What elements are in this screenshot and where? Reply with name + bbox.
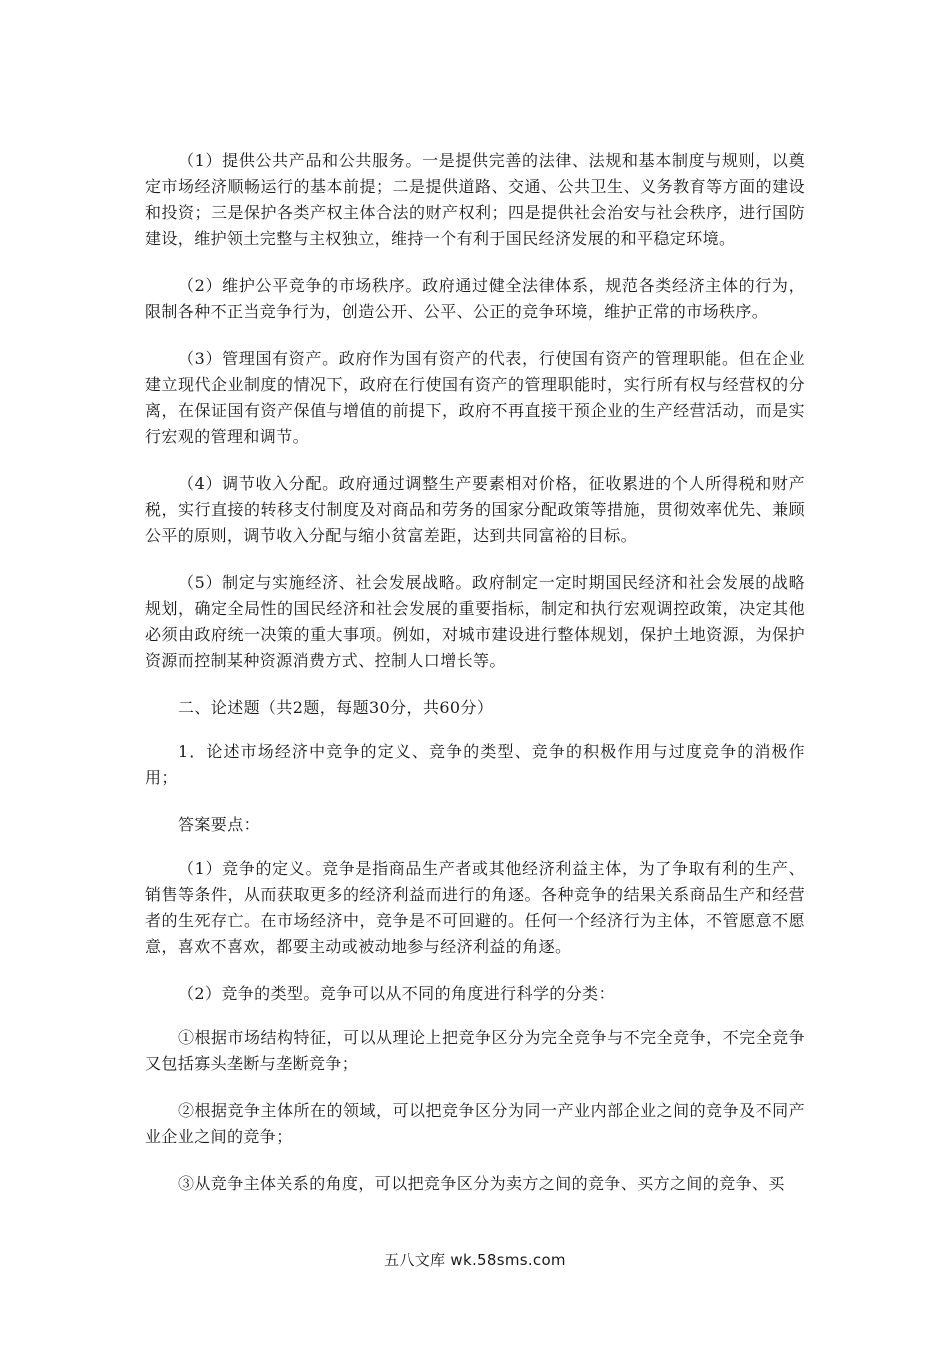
paragraph-fair-competition: （2）维护公平竞争的市场秩序。政府通过健全法律体系，规范各类经济主体的行为，限制各种不正当竞争行为，创造公开、公平、公正的竞争环境，维护正常的市场秩序。 [145, 276, 805, 321]
paragraph-competition-types: （2）竞争的类型。竞争可以从不同的角度进行科学的分类： [178, 984, 615, 1003]
paragraph-public-goods: （1）提供公共产品和公共服务。一是提供完善的法律、法规和基本制度与规则，以奠定市场经济顺畅运行的基本前提；二是提供道路、交通、公共卫生、义务教育等方面的建设和投资；三是保护各类产权主体合法的财产权利；四是提供社会治安与社会秩序，进行国防建设，维护领土完整与主权独立，维持一个有利于国民经济发展的和平稳定环境。 [145, 151, 805, 248]
list-item-market-structure: ①根据市场结构特征，可以从理论上把竞争区分为完全竞争与不完全竞争，不完全竞争又包括寡头垄断与垄断竞争； [145, 1028, 805, 1073]
answer-key-label: 答案要点： [178, 815, 261, 834]
list-item-industry-domain: ②根据竞争主体所在的领域，可以把竞争区分为同一产业内部企业之间的竞争及不同产业企业之间的竞争； [145, 1101, 805, 1146]
question-1: 1．论述市场经济中竞争的定义、竞争的类型、竞争的积极作用与过度竞争的消极作用； [145, 742, 805, 787]
paragraph-development-strategy: （5）制定与实施经济、社会发展战略。政府制定一定时期国民经济和社会发展的战略规划，确定全局性的国民经济和社会发展的重要指标，制定和执行宏观调控政策，决定其他必须由政府统一决策的重大事项。例如，对城市建设进行整体规划，保护土地资源，为保护资源而控制某种资源消费方式、控制人口增长等。 [145, 573, 805, 670]
section-heading-essay: 二、论述题（共2题，每题30分，共60分） [178, 698, 494, 717]
paragraph-competition-definition: （1）竞争的定义。竞争是指商品生产者或其他经济利益主体，为了争取有利的生产、销售等条件，从而获取更多的经济利益而进行的角逐。各种竞争的结果关系商品生产和经营者的生死存亡。在市场经济中，竞争是不可回避的。任何一个经济行为主体，不管愿意不愿意，喜欢不喜欢，都要主动或被动地参与经济利益的角逐。 [145, 859, 805, 956]
paragraph-income-distribution: （4）调节收入分配。政府通过调整生产要素相对价格，征收累进的个人所得税和财产税，实行直接的转移支付制度及对商品和劳务的国家分配政策等措施，贯彻效率优先、兼顾公平的原则，调节收入分配与缩小贫富差距，达到共同富裕的目标。 [145, 474, 805, 545]
page-footer-watermark: 五八文库 wk.58sms.com [384, 1251, 566, 1269]
list-item-subject-relation: ③从竞争主体关系的角度，可以把竞争区分为卖方之间的竞争、买方之间的竞争、买 [178, 1174, 785, 1193]
document-body [145, 148, 805, 1218]
paragraph-state-assets: （3）管理国有资产。政府作为国有资产的代表，行使国有资产的管理职能。但在企业建立现代企业制度的情况下，政府在行使国有资产的管理职能时，实行所有权与经营权的分离，在保证国有资产保值与增值的前提下，政府不再直接干预企业的生产经营活动，而是实行宏观的管理和调节。 [145, 349, 805, 446]
